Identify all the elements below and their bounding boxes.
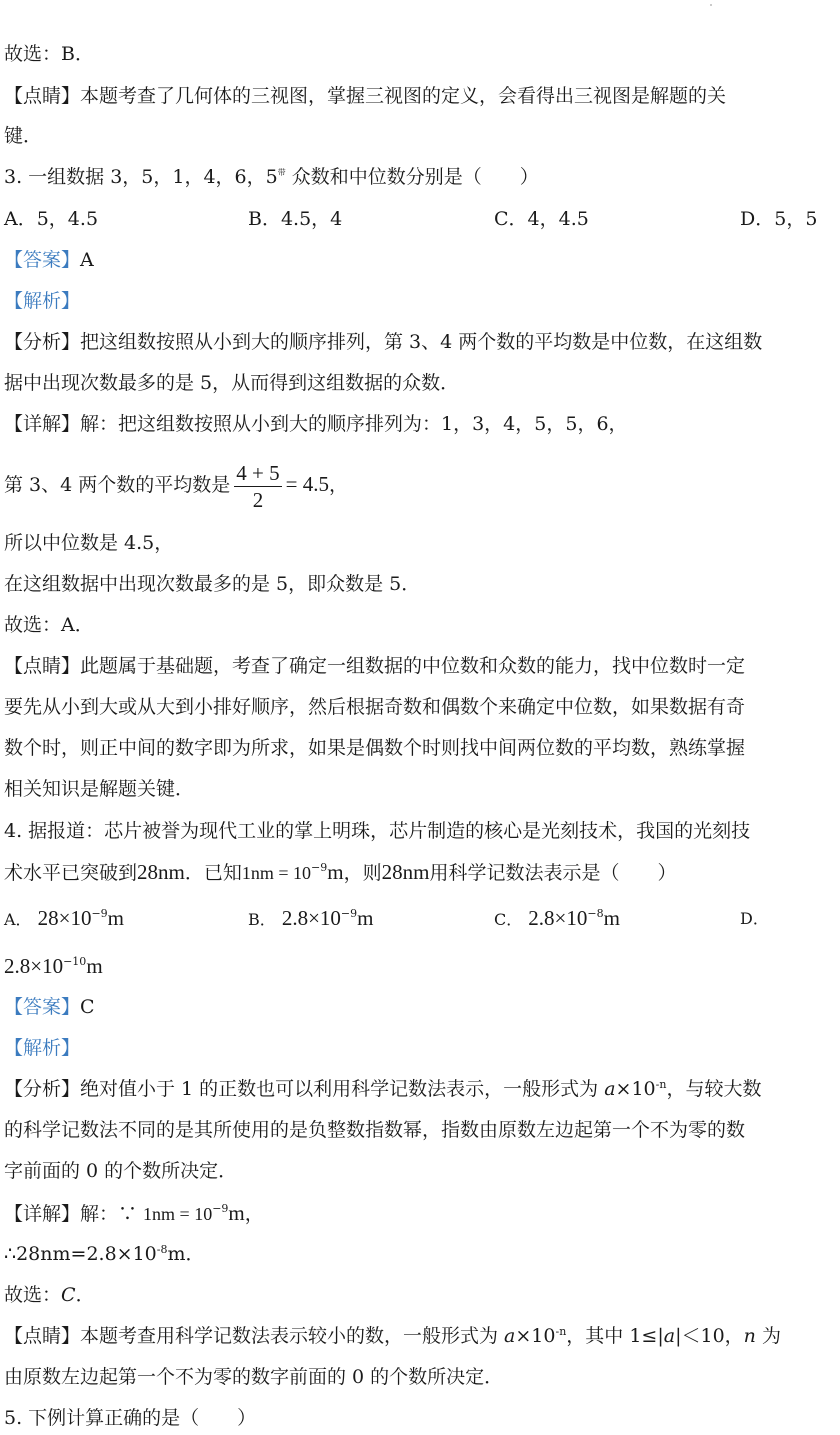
text: ，与较大数 bbox=[666, 1078, 762, 1100]
text: 【分析】绝对值小于 1 的正数也可以利用科学记数法表示，一般形式为 bbox=[4, 1078, 605, 1100]
question-3-stem bbox=[4, 164, 539, 190]
option-label: D． bbox=[740, 909, 769, 928]
question-4-stem-1 bbox=[4, 818, 750, 844]
text: 键． bbox=[4, 125, 43, 147]
question-4-stem-2 bbox=[4, 859, 676, 886]
text: ×10 bbox=[515, 1325, 556, 1347]
math: 1nm = 10 bbox=[241, 863, 312, 883]
variable: a bbox=[504, 1325, 516, 1347]
fraction bbox=[234, 460, 281, 513]
dianjing-4-line-2 bbox=[4, 1364, 503, 1390]
text: 要先从小到大或从大到小排好顺序，然后根据奇数和偶数个来确定中位数，如果数据有奇 bbox=[4, 696, 746, 718]
text: 在这组数据中出现次数最多的是 5，即众数是 5． bbox=[4, 573, 421, 595]
text: ， bbox=[244, 1203, 264, 1225]
answer-tag: 【答案】 bbox=[4, 249, 81, 271]
exponent: −10 bbox=[63, 955, 87, 968]
text: 【详解】解：把这组数按照从小到大的顺序排列为：1，3，4，5，5，6， bbox=[4, 413, 628, 435]
variable: C bbox=[61, 1284, 76, 1306]
fraction-denominator: 2 bbox=[252, 487, 264, 512]
text: 术水平已突破到 bbox=[4, 862, 138, 884]
fenxi-4-line-1 bbox=[4, 1076, 761, 1102]
exponent: -8 bbox=[156, 1243, 168, 1256]
text: ×10 bbox=[615, 1078, 656, 1100]
answer-value: C bbox=[80, 996, 95, 1018]
fenxi-3-line-1 bbox=[4, 329, 762, 355]
prev-comment-line-1 bbox=[4, 83, 726, 109]
xiangjie-3-line-2 bbox=[4, 458, 348, 513]
analysis-4-tag-line bbox=[4, 1035, 80, 1061]
math: 28×10 bbox=[37, 906, 92, 930]
option-d: D．5，5 bbox=[740, 208, 818, 230]
dianjing-4-line-1 bbox=[4, 1323, 781, 1349]
math: m bbox=[327, 860, 344, 884]
question-5-stem bbox=[4, 1405, 256, 1431]
text: 由原数左边起第一个不为零的数字前面的 0 的个数所决定． bbox=[4, 1366, 504, 1388]
answer-4-line bbox=[4, 994, 95, 1020]
text: 【点睛】此题属于基础题，考查了确定一组数据的中位数和众数的能力，找中位数时一定 bbox=[4, 655, 746, 677]
variable: n bbox=[743, 1325, 756, 1347]
exponent: −8 bbox=[587, 907, 604, 920]
analysis-tag: 【解析】 bbox=[4, 290, 81, 312]
text: m． bbox=[167, 1243, 205, 1265]
math: m bbox=[86, 954, 103, 978]
option-label: C． bbox=[494, 910, 523, 929]
math: 1nm = 10 bbox=[143, 1204, 213, 1224]
answer-tag: 【答案】 bbox=[4, 996, 81, 1018]
text: ∴28nm=2.8×10 bbox=[4, 1243, 157, 1265]
xiangjie-3-line-1 bbox=[4, 411, 628, 437]
variable: a bbox=[604, 1078, 616, 1100]
option-a: A．5，4.5 bbox=[4, 208, 99, 230]
math: m bbox=[228, 1201, 245, 1225]
text: 【点睛】本题考查了几何体的三视图，掌握三视图的定义，会看得出三视图是解题的关 bbox=[4, 85, 727, 107]
answer-value: A bbox=[80, 249, 94, 271]
option-d-label bbox=[740, 905, 769, 932]
superscript-mark: 带 bbox=[277, 168, 286, 177]
exponent: -n bbox=[655, 1078, 667, 1091]
exponent: −9 bbox=[91, 907, 108, 920]
text: 3. 一组数据 3，5，1，4，6，5 bbox=[4, 166, 278, 188]
option-a bbox=[4, 905, 124, 933]
math: 2.8×10 bbox=[528, 906, 588, 930]
text: 相关知识是解题关键． bbox=[4, 778, 195, 800]
text: 5. 下例计算正确的是（ ） bbox=[4, 1407, 257, 1429]
option-b bbox=[248, 905, 373, 933]
fenxi-4-line-2 bbox=[4, 1117, 745, 1143]
xiangjie-4-line-2 bbox=[4, 1241, 205, 1267]
text: 第 3、4 两个数的平均数是 bbox=[4, 474, 231, 496]
text: 故选：B． bbox=[4, 43, 94, 65]
answer-choice-4 bbox=[4, 1282, 95, 1308]
text: 据中出现次数最多的是 5，从而得到这组数据的众数． bbox=[4, 372, 460, 394]
text: 所以中位数是 4.5， bbox=[4, 532, 174, 554]
option-label: A． bbox=[4, 910, 32, 929]
exponent: −9 bbox=[311, 861, 328, 874]
text: 4. 据报道：芯片被誉为现代工业的掌上明珠，芯片制造的核心是光刻技术，我国的光刻技 bbox=[4, 820, 751, 842]
dianjing-3-line-3 bbox=[4, 735, 745, 761]
text: ．已知 bbox=[184, 862, 242, 884]
answer-choice-3 bbox=[4, 612, 94, 638]
text: 众数和中位数分别是（ ） bbox=[285, 166, 539, 188]
fenxi-3-line-2 bbox=[4, 370, 459, 396]
scan-speck bbox=[710, 4, 712, 6]
text: 【分析】把这组数按照从小到大的顺序排列，第 3、4 两个数的平均数是中位数，在这组数 bbox=[4, 331, 763, 353]
exponent: −9 bbox=[212, 1202, 229, 1215]
text: ， bbox=[328, 474, 348, 496]
math: m bbox=[603, 906, 620, 930]
xiangjie-3-line-4 bbox=[4, 571, 420, 597]
text: ，则 bbox=[343, 862, 382, 884]
text: |＜10， bbox=[675, 1325, 744, 1347]
option-label: B． bbox=[248, 910, 276, 929]
question-3-options bbox=[0, 206, 840, 232]
math: 2.8×10 bbox=[4, 954, 64, 978]
text: 数个时，则正中间的数字即为所求，如果是偶数个时则找中间两位数的平均数，熟练掌握 bbox=[4, 737, 746, 759]
xiangjie-3-line-3 bbox=[4, 530, 173, 556]
question-4-options bbox=[0, 905, 840, 937]
text: ，其中 1≤| bbox=[566, 1325, 664, 1347]
text: 字前面的 0 的个数所决定． bbox=[4, 1160, 238, 1182]
analysis-tag: 【解析】 bbox=[4, 1037, 81, 1059]
fenxi-4-line-3 bbox=[4, 1158, 237, 1184]
option-c bbox=[494, 905, 620, 933]
text: 用科学记数法表示是（ ） bbox=[429, 862, 677, 884]
exponent: -n bbox=[555, 1325, 567, 1338]
option-b: B．4.5，4 bbox=[248, 208, 343, 230]
variable: a bbox=[663, 1325, 676, 1347]
option-c: C．4，4.5 bbox=[494, 208, 589, 230]
text: ． bbox=[75, 1284, 95, 1306]
text: 故选：A． bbox=[4, 614, 94, 636]
text: 【详解】解：∵ bbox=[4, 1203, 144, 1225]
math: m bbox=[357, 906, 374, 930]
exponent: −9 bbox=[340, 907, 358, 920]
answer-3-line bbox=[4, 247, 94, 273]
xiangjie-4-line-1 bbox=[4, 1200, 264, 1227]
prev-answer-line bbox=[4, 41, 94, 67]
math: 28nm bbox=[381, 860, 430, 884]
text: 故选： bbox=[4, 1284, 62, 1306]
option-d bbox=[4, 953, 103, 980]
text: 的科学记数法不同的是其所使用的是负整数指数幂，指数由原数左边起第一个不为零的数 bbox=[4, 1119, 746, 1141]
equals-result: = 4.5 bbox=[285, 472, 329, 496]
dianjing-3-line-2 bbox=[4, 694, 745, 720]
text: 为 bbox=[755, 1325, 781, 1347]
prev-comment-line-2 bbox=[4, 123, 42, 149]
math: m bbox=[107, 906, 125, 930]
math: 2.8×10 bbox=[281, 906, 341, 930]
text: 【点睛】本题考查用科学记数法表示较小的数，一般形式为 bbox=[4, 1325, 505, 1347]
dianjing-3-line-4 bbox=[4, 776, 194, 802]
math: 28nm bbox=[137, 860, 185, 884]
dianjing-3-line-1 bbox=[4, 653, 745, 679]
analysis-3-tag-line bbox=[4, 288, 80, 314]
fraction-numerator: 4 + 5 bbox=[236, 460, 280, 485]
